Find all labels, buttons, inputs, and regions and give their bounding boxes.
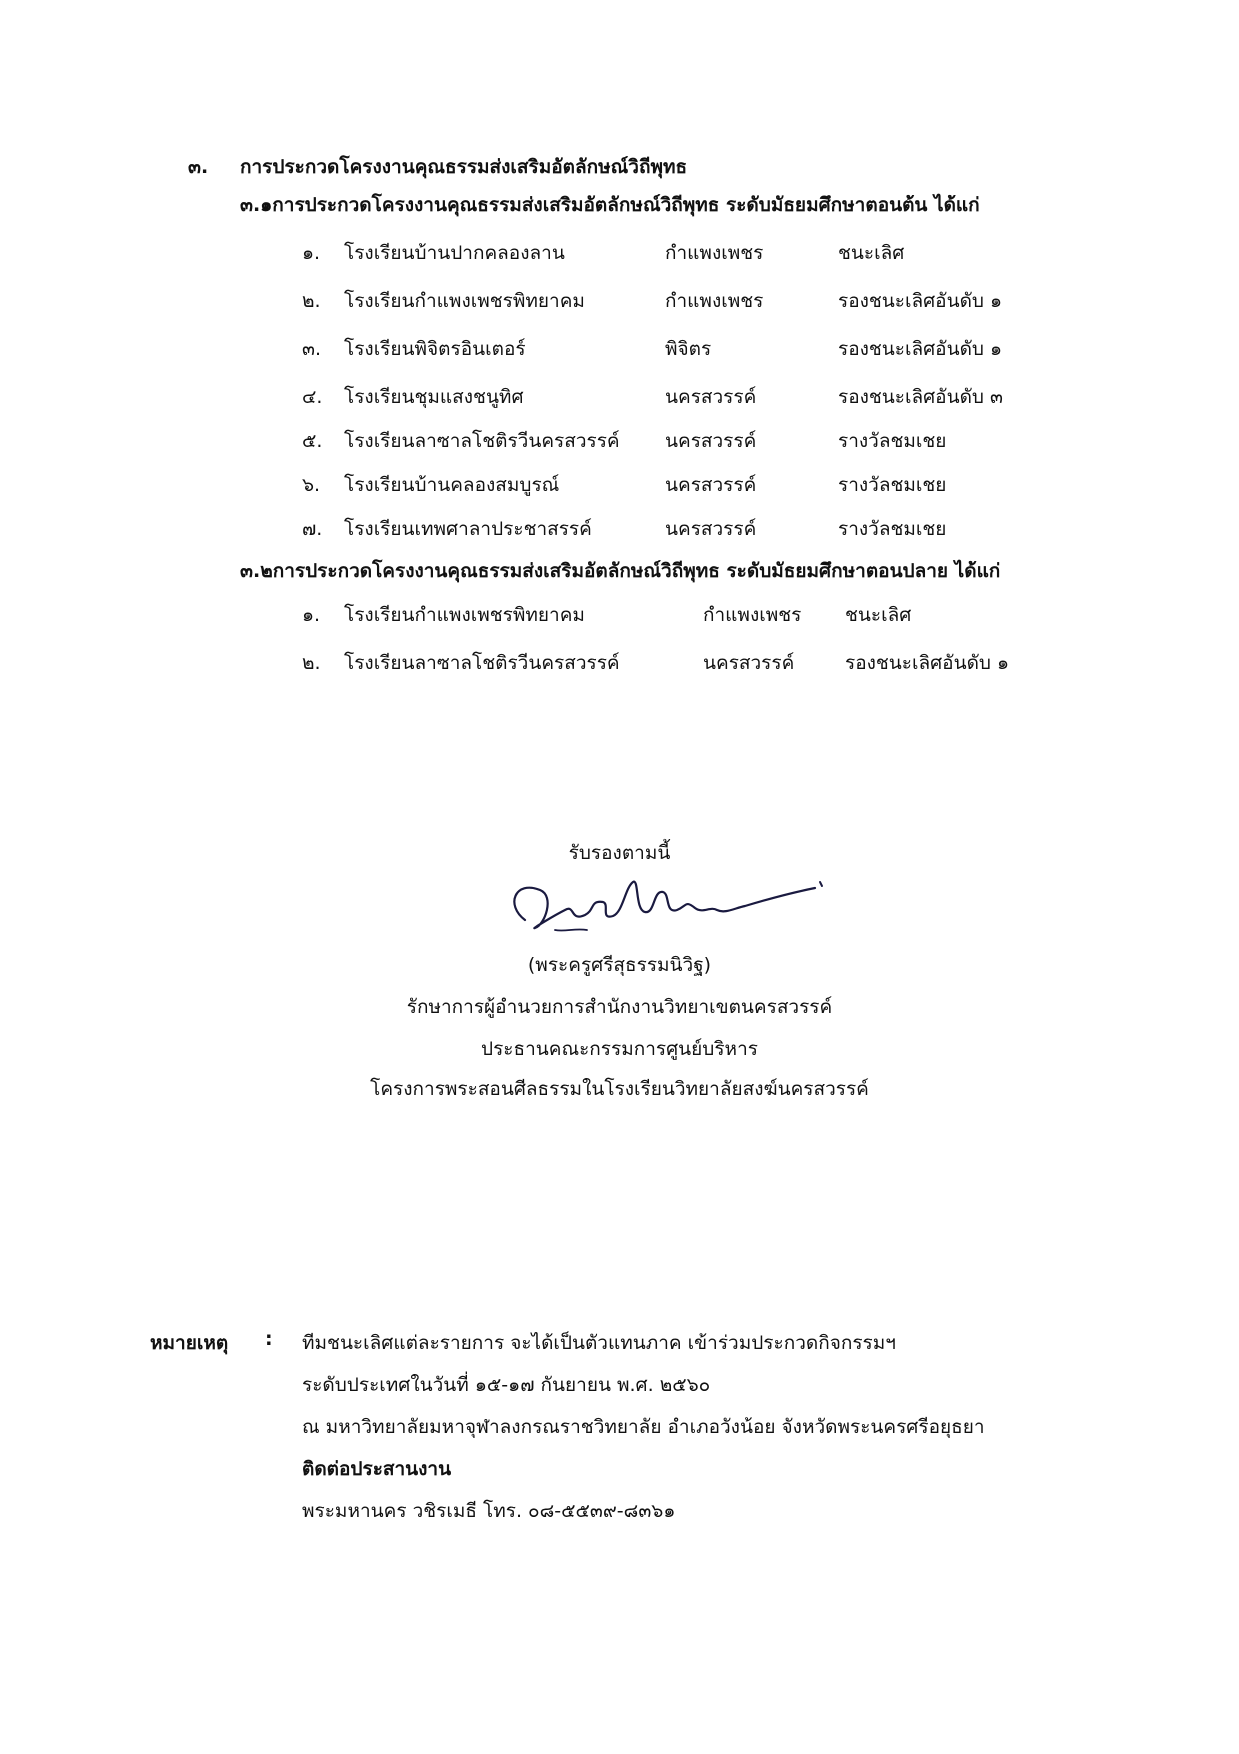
list-item — [0, 286, 1239, 316]
signer-position-2: ประธานคณะกรรมการศูนย์บริหาร — [481, 1038, 758, 1060]
province: นครสวรรค์ — [665, 474, 757, 496]
province: กำแพงเพชร — [665, 290, 764, 312]
province: พิจิตร — [665, 338, 712, 360]
certify-text: รับรองตามนี้ — [568, 842, 671, 864]
list-item — [0, 514, 1239, 544]
item-number: ๒. — [302, 290, 321, 312]
school-name: โรงเรียนกำแพงเพชรพิทยาคม — [344, 604, 585, 626]
item-number: ๑. — [302, 604, 321, 626]
province: นครสวรรค์ — [665, 518, 757, 540]
item-number: ๔. — [302, 386, 323, 408]
signer-name: (พระครูศรีสุธรรมนิวิฐ) — [527, 954, 712, 976]
section-number: ๓. — [188, 156, 209, 178]
list-item — [0, 238, 1239, 268]
school-name: โรงเรียนพิจิตรอินเตอร์ — [344, 338, 526, 360]
province: กำแพงเพชร — [665, 242, 764, 264]
school-name: โรงเรียนบ้านคลองสมบูรณ์ — [344, 474, 560, 496]
signer-position-3: โครงการพระสอนศีลธรรมในโรงเรียนวิทยาลัยสงฆ์นครสวรรค์ — [370, 1078, 869, 1100]
province: นครสวรรค์ — [665, 430, 757, 452]
award: ชนะเลิศ — [845, 604, 912, 626]
list-item — [0, 334, 1239, 364]
note-line-1: ทีมชนะเลิศแต่ละรายการ จะได้เป็นตัวแทนภาค เข้าร่วมประกวดกิจกรรมฯ — [302, 1332, 896, 1354]
subsection-2-title: ๓.๒การประกวดโครงงานคุณธรรมส่งเสริมอัตลักษณ์วิถีพุทธ ระดับมัธยมศึกษาตอนปลาย ได้แก่ — [240, 560, 1001, 582]
school-name: โรงเรียนกำแพงเพชรพิทยาคม — [344, 290, 585, 312]
list-item — [0, 470, 1239, 500]
subsection-1-title: ๓.๑การประกวดโครงงานคุณธรรมส่งเสริมอัตลักษณ์วิถีพุทธ ระดับมัธยมศึกษาตอนต้น ได้แก่ — [240, 194, 980, 216]
list-item — [0, 648, 1239, 678]
award: รางวัลชมเชย — [838, 430, 947, 452]
item-number: ๕. — [302, 430, 323, 452]
note-colon: : — [265, 1328, 273, 1350]
award: รองชนะเลิศอันดับ ๑ — [845, 652, 1010, 674]
province: นครสวรรค์ — [665, 386, 757, 408]
province: กำแพงเพชร — [703, 604, 802, 626]
item-number: ๗. — [302, 518, 323, 540]
school-name: โรงเรียนบ้านปากคลองลาน — [344, 242, 565, 264]
contact-info: พระมหานคร วชิรเมธี โทร. ๐๘-๕๕๓๙-๘๓๖๑ — [302, 1500, 676, 1522]
list-item — [0, 600, 1239, 630]
school-name: โรงเรียนชุมแสงชนูทิศ — [344, 386, 524, 408]
note-label: หมายเหตุ — [150, 1332, 229, 1354]
item-number: ๒. — [302, 652, 321, 674]
award: รองชนะเลิศอันดับ ๓ — [838, 386, 1004, 408]
school-name: โรงเรียนเทพศาลาประชาสรรค์ — [344, 518, 592, 540]
province: นครสวรรค์ — [703, 652, 795, 674]
list-item — [0, 382, 1239, 412]
award: รางวัลชมเชย — [838, 474, 947, 496]
award: ชนะเลิศ — [838, 242, 905, 264]
section-title: การประกวดโครงงานคุณธรรมส่งเสริมอัตลักษณ์วิถีพุทธ — [240, 156, 688, 178]
note-line-3: ณ มหาวิทยาลัยมหาจุฬาลงกรณราชวิทยาลัย อำเภอวังน้อย จังหวัดพระนครศรีอยุธยา — [302, 1416, 985, 1438]
item-number: ๓. — [302, 338, 322, 360]
school-name: โรงเรียนลาซาลโชติรวีนครสวรรค์ — [344, 430, 620, 452]
award: รองชนะเลิศอันดับ ๑ — [838, 290, 1003, 312]
award: รองชนะเลิศอันดับ ๑ — [838, 338, 1003, 360]
note-line-2: ระดับประเทศในวันที่ ๑๕-๑๗ กันยายน พ.ศ. ๒๕๖๐ — [302, 1374, 711, 1396]
list-item — [0, 426, 1239, 456]
handwritten-signature-icon — [495, 870, 825, 950]
signer-position-1: รักษาการผู้อำนวยการสำนักงานวิทยาเขตนครสวรรค์ — [406, 996, 833, 1018]
item-number: ๑. — [302, 242, 321, 264]
award: รางวัลชมเชย — [838, 518, 947, 540]
contact-label: ติดต่อประสานงาน — [302, 1458, 452, 1480]
item-number: ๖. — [302, 474, 321, 496]
school-name: โรงเรียนลาซาลโชติรวีนครสวรรค์ — [344, 652, 620, 674]
